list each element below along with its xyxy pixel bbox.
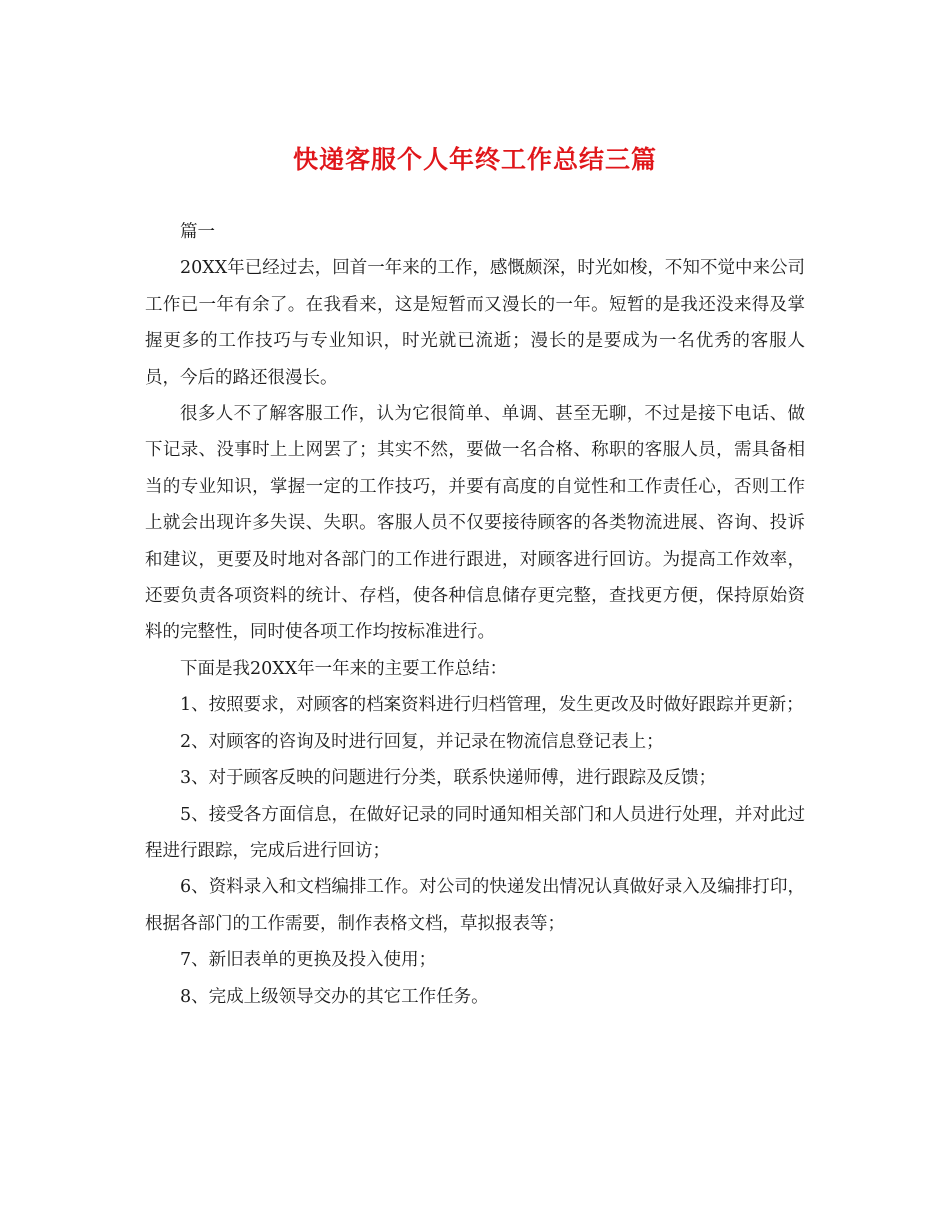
body-paragraph: 很多人不了解客服工作，认为它很简单、单调、甚至无聊，不过是接下电话、做下记录、没事时上上网罢了；其实不然，要做一名合格、称职的客服人员，需具备相当的专业知识，掌握一定的工作技巧，并要有高度的自觉性和工作责任心，否则工作上就会出现许多失误、失职。客服人员不仅要接待顾客的各类物流进展、咨询、投诉和建议，更要及时地对各部门的工作进行跟进，对顾客进行回访。为提高工作效率，还要负责各项资料的统计、存档，使各种信息储存更完整，查找更方便，保持原始资料的完整性，同时使各项工作均按标准进行。 xyxy=(145,404,805,643)
section-heading: 篇一 xyxy=(180,222,215,242)
list-item: 7、新旧表单的更换及投入使用； xyxy=(180,950,437,971)
list-item: 5、接受各方面信息，在做好记录的同时通知相关部门和人员进行处理，并对此过程进行跟踪，完成后进行回访； xyxy=(145,804,805,861)
list-item: 6、资料录入和文档编排工作。对公司的快递发出情况认真做好录入及编排打印，根据各部门的工作需要，制作表格文档，草拟报表等； xyxy=(145,877,805,934)
body-paragraph: 20XX年已经过去，回首一年来的工作，感慨颇深，时光如梭，不知不觉中来公司工作已一年有余了。在我看来，这是短暂而又漫长的一年。短暂的是我还没来得及掌握更多的工作技巧与专业知识，时光就已流逝；漫长的是要成为一名优秀的客服人员，今后的路还很漫长。 xyxy=(145,258,805,388)
document-body xyxy=(145,214,805,1015)
list-item: 1、按照要求，对顾客的档案资料进行归档管理，发生更改及时做好跟踪并更新； xyxy=(180,695,804,716)
list-item: 2、对顾客的咨询及时进行回复，并记录在物流信息登记表上； xyxy=(180,731,664,752)
body-paragraph: 下面是我20XX年一年来的主要工作总结： xyxy=(180,658,508,679)
document-title: 快递客服个人年终工作总结三篇 xyxy=(292,145,657,174)
list-item: 8、完成上级领导交办的其它工作任务。 xyxy=(180,986,489,1007)
list-item: 3、对于顾客反映的问题进行分类，联系快递师傅，进行跟踪及反馈； xyxy=(180,768,717,789)
